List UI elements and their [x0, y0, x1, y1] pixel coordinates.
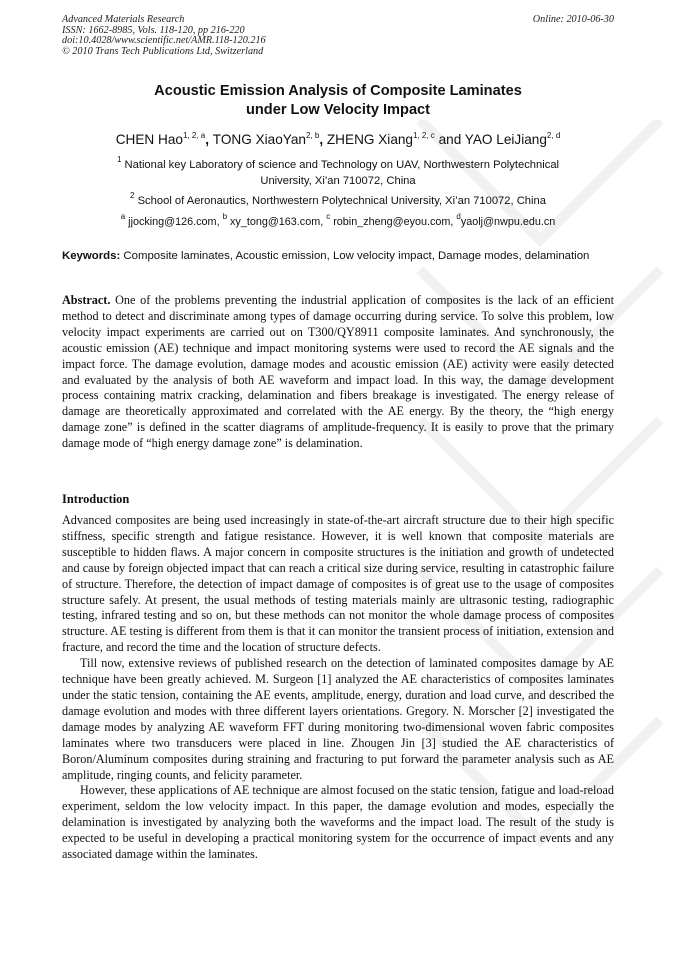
affiliation-mark: 1: [116, 155, 122, 164]
affiliation-1: [62, 157, 614, 189]
title-line-2: under Low Velocity Impact: [245, 102, 431, 118]
introduction-heading: Introduction: [62, 492, 130, 506]
affiliation-text: National key Laboratory of science and Technology on UAV, Northwestern Polytechnical: [124, 159, 560, 171]
email-list: $^a$ jjocking@126.com, $^b$ xy_tong@163.com, $^c$ robin_zheng@eyou.com, $^d$yaolj@nwpu.edu.cn: [120, 212, 556, 228]
affiliation-mark: 2: [130, 191, 135, 200]
copyright-line: © 2010 Trans Tech Publications Ltd, Switzerland: [62, 45, 264, 57]
title-line-1: Acoustic Emission Analysis of Composite Laminates: [154, 83, 522, 99]
email-link[interactable]: jjocking@126.com: [128, 216, 217, 228]
abstract-label: Abstract.: [62, 293, 111, 307]
author-name: TONG XiaoYan: [212, 132, 306, 147]
journal-header: [62, 15, 392, 57]
author-name: CHEN Hao: [115, 132, 183, 147]
journal-name: Advanced Materials Research: [62, 14, 185, 25]
abstract: [62, 293, 614, 452]
email-mark: d: [456, 212, 461, 221]
author-and: and: [434, 132, 465, 147]
affiliation-text: School of Aeronautics, Northwestern Polytechnical University, Xi’an 710072, China: [137, 195, 546, 207]
paragraph: However, these applications of AE technique are almost focused on the static tension, fatigue and load-reload experiment, seldom the low velocity impact. In this paper, the damage evolution and modes, especially the delamination is investigated by analyzing both the waveforms and the impact load. The result of the study is expected to be useful in developing a practical monitoring system for the occurrence of impact events and any associated damage within the laminates.: [62, 783, 614, 862]
author-separator: ,: [319, 132, 327, 147]
online-date: Online: 2010-06-30: [532, 14, 614, 25]
paragraph: Advanced composites are being used increasingly in state-of-the-art aircraft structure due to their high specific stiffness, specific strength and fatigue resistance. However, it is well known that composite materials are susceptible to hidden flaws. A major concern in composite structures is the initiation and growth of undetected and cause by foreign objected impact that can reach a critical size during service, resulting in catastrophic failure of structure. Therefore, the detection of impact damage of composites is of great use to the usage of composites structure safely. At present, the usual methods of testing materials mainly are ultrasonic testing, radiographic testing, infrared testing and so on, but these methods can not monitor the whole damage process of composites structure. AE testing is different from them is that it can monitor the transient process of initiation, extension and fracture, and record the time and the location of structure defects.: [62, 513, 614, 655]
email-mark: c: [326, 212, 331, 221]
email-link[interactable]: robin_zheng@eyou.com: [333, 216, 451, 228]
keywords: [62, 249, 614, 263]
email-mark: a: [120, 212, 126, 221]
author-separator: ,: [205, 132, 213, 147]
author-affil-mark: 2, b: [305, 131, 320, 140]
keywords-text: Composite laminates, Acoustic emission, Low velocity impact, Damage modes, delamination: [123, 250, 590, 262]
email-link[interactable]: yaolj@nwpu.edu.cn: [460, 216, 556, 228]
paper-title: [62, 82, 614, 120]
issn-line: ISSN: 1662-8985, Vols. 118-120, pp 216-220: [62, 24, 245, 36]
author-name: ZHENG Xiang: [326, 132, 413, 147]
affiliation-text: University, Xi’an 710072, China: [260, 175, 416, 187]
abstract-text: One of the problems preventing the industrial application of composites is the lack of an efficient method to detect and discriminate among types of damage occurring during service. To solve this problem, low velocity impact experiments are carried out on T300/QY8911 composite laminates. And synchronously, the acoustic emission (AE) technique and impact monitoring systems were used to record the AE signals and the impact force. The damage evolution, damage modes and acoustic emission (AE) activity were easily detected and evaluated by the analysis of both AE waveform and impact load. In this way, the damage development process containing matrix cracking, delamination and fibers breakage is investigated. The energy release of damage are theoretically approximated and correlated with the AE energy. By the theory, the “high energy damage zone” is defined in the scatter diagrams of amplitude-frequency. It is easily to prove that the primary damage mode of “high energy damage zone” is delamination.: [62, 293, 614, 451]
introduction-body: [62, 513, 614, 863]
keywords-label: Keywords:: [62, 250, 121, 262]
affiliation-2: [62, 193, 614, 209]
email-mark: b: [222, 212, 228, 221]
paragraph: Till now, extensive reviews of published research on the detection of laminated composites damage by AE technique have been greatly achieved. M. Surgeon [1] analyzed the AE characteristics of composites laminates under the static tension, containing the AE events, amplitude, energy, duration and load curve, and described the damage evolution and modes with three different layers orientations. Gregory. N. Morscher [2] investigated the damage modes by analyzing AE waveform FFT during monitoring two-dimensional woven fabric composites laminates where two transducers were placed in line. Zhougen Jin [3] studied the AE characteristics of Boron/Aluminum composites during straining and fracturing to put forward the parameter analysis such as AE amplitude, ringing counts, and felicity parameter.: [62, 656, 614, 782]
doi-line: doi:10.4028/www.scientific.net/AMR.118-120.216: [62, 35, 266, 47]
author-affil-mark: 1, 2, c: [413, 131, 435, 140]
author-affil-mark: 1, 2, a: [182, 131, 206, 140]
author-affil-mark: 2, d: [546, 131, 561, 140]
author-name: YAO LeiJiang: [464, 132, 547, 147]
email-link[interactable]: xy_tong@163.com: [230, 216, 321, 228]
author-list: [62, 131, 614, 149]
